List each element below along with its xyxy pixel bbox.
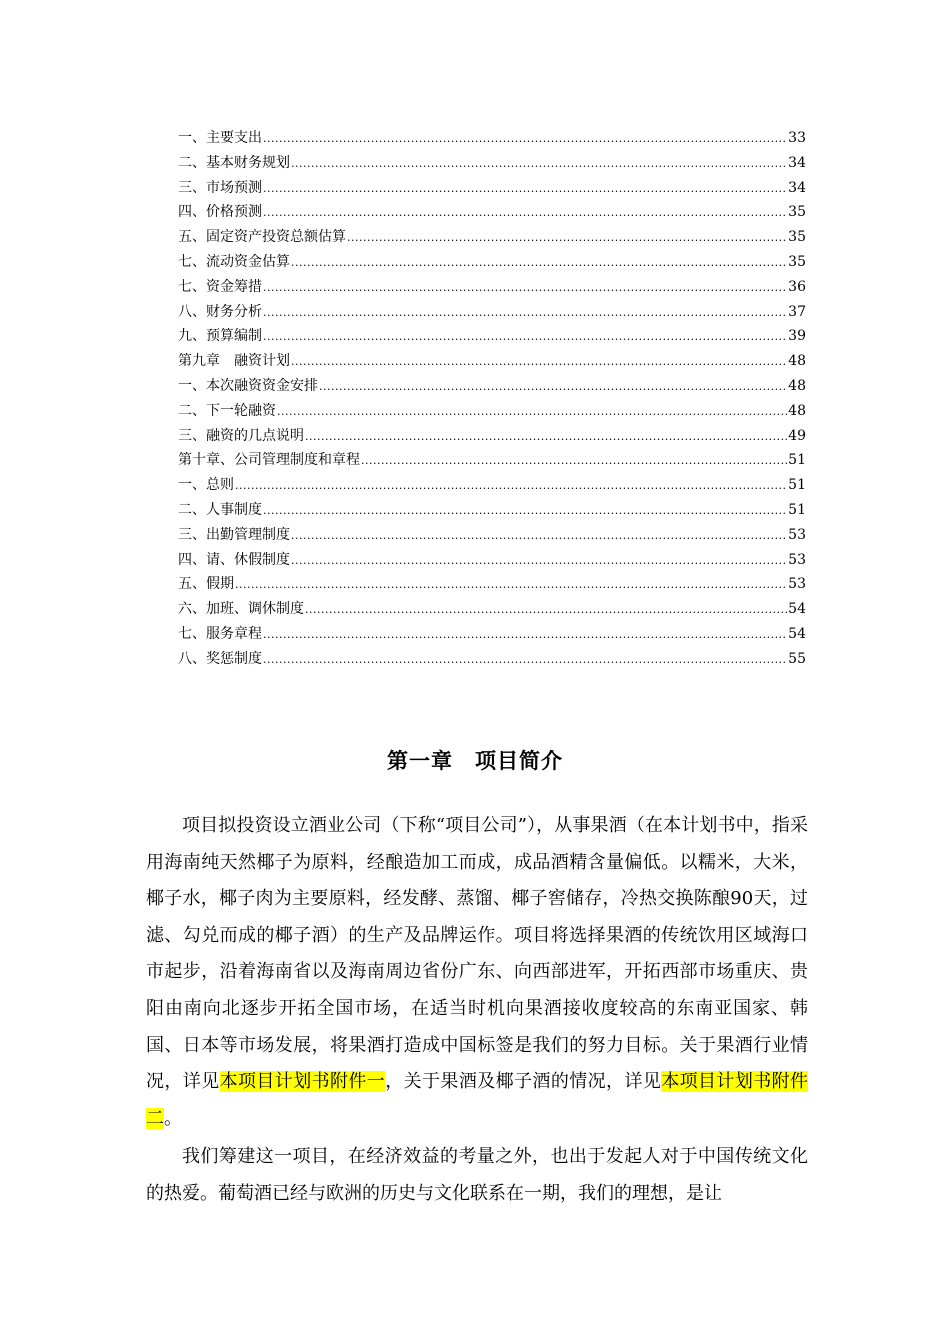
toc-leader-dots [263,177,787,202]
toc-leader-dots [319,375,787,400]
toc-entry-page: 53 [788,526,806,543]
paragraph-intro [146,808,808,1137]
toc-entry-title: 四、请、休假制度 [178,551,290,568]
toc-leader-dots [263,301,787,326]
toc-entry[interactable] [178,225,806,250]
highlighted-reference-appendix-two[interactable]: 本项目计划书附件二 [146,1071,809,1129]
paragraph-text: ，关于果酒及椰子酒的情况，详见 [385,1071,662,1093]
toc-leader-dots [235,474,787,499]
toc-entry-page: 34 [788,154,806,171]
toc-entry-title: 一、主要支出 [178,130,262,146]
toc-entry-page: 39 [788,328,806,345]
toc-entry-page: 35 [788,253,806,270]
toc-entry[interactable] [178,151,806,176]
toc-entry[interactable] [178,399,806,424]
toc-entry-title: 六、加班、调休制度 [178,601,304,618]
paragraph-text: 项目拟投资设立酒业公司（下称“项目公司”），从事果酒（在本计划书中，指采用海南纯天然椰子为原料，经酿造加工而成，成品酒精含量偏低。以糯米，大米，椰子水，椰子肉为主要原料，经发酵、蒸馏、椰子窖储存，冷热交换陈酿90天，过滤、勾兑而成的椰子酒）的生产及品牌运作。项目将选择果酒的传统饮用区域海口市起步，沿着海南省以及海南周边省份广东、向西部进军，开拓西部市场重庆、贵阳由南向北逐步开拓全国市场，在适当时机向果酒接收度较高的东南亚国家、韩国、日本等市场发展，将果酒打造成中国标签是我们的努力目标。关于果酒行业情况，详见 [146,815,808,1093]
table-of-contents [178,126,806,672]
toc-entry[interactable] [178,647,806,672]
toc-entry-page: 33 [788,130,806,146]
toc-leader-dots [305,598,787,623]
toc-entry-title: 三、融资的几点说明 [178,427,304,444]
highlighted-reference-appendix-one[interactable]: 本项目计划书附件一 [219,1071,386,1093]
toc-entry[interactable] [178,523,806,548]
toc-entry-page: 36 [788,278,806,295]
toc-entry[interactable] [178,374,806,399]
toc-entry-title: 八、财务分析 [178,303,262,320]
toc-entry-title: 七、流动资金估算 [178,253,290,270]
toc-leader-dots [235,573,787,598]
toc-leader-dots [263,499,787,524]
toc-entry-page: 53 [788,551,806,568]
paragraph-motivation: 我们筹建这一项目，在经济效益的考量之外，也出于发起人对于中国传统文化的热爱。葡萄酒已经与欧洲的历史与文化联系在一期，我们的理想，是让 [146,1146,808,1204]
toc-entry[interactable] [178,424,806,449]
toc-entry-title: 第十章、公司管理制度和章程 [178,452,360,469]
toc-entry-title: 三、出勤管理制度 [178,526,290,543]
toc-leader-dots [263,127,787,152]
toc-leader-dots [291,251,787,276]
toc-entry-title: 三、市场预测 [178,179,262,196]
body-text [146,808,808,1215]
toc-entry-page: 55 [788,650,806,667]
toc-entry[interactable] [178,597,806,622]
toc-entry-page: 54 [788,601,806,618]
toc-entry-title: 一、本次融资资金安排 [178,377,318,394]
toc-entry[interactable] [178,275,806,300]
toc-leader-dots [263,276,787,301]
toc-entry-page: 54 [788,625,806,642]
toc-leader-dots [291,524,787,549]
toc-leader-dots [263,201,787,226]
paragraph-text: 。 [164,1107,182,1129]
toc-entry[interactable] [178,448,806,473]
toc-entry[interactable] [178,300,806,325]
toc-leader-dots [305,425,787,450]
toc-entry-title: 第九章 融资计划 [178,353,290,370]
toc-entry-title: 二、人事制度 [178,501,262,518]
toc-entry-page: 49 [788,427,806,444]
toc-entry[interactable] [178,572,806,597]
toc-leader-dots [291,549,787,574]
toc-leader-dots [291,350,787,375]
toc-entry[interactable] [178,498,806,523]
toc-entry[interactable] [178,349,806,374]
toc-entry-title: 二、基本财务规划 [178,154,290,171]
toc-entry-page: 48 [788,353,806,370]
toc-entry-title: 一、总则 [178,477,234,494]
toc-entry[interactable] [178,548,806,573]
toc-entry-page: 37 [788,303,806,320]
toc-entry-title: 四、价格预测 [178,204,262,221]
toc-entry-title: 七、资金筹措 [178,278,262,295]
toc-entry[interactable] [178,176,806,201]
toc-entry-page: 51 [788,501,806,518]
toc-entry-page: 51 [788,452,806,469]
toc-entry-title: 八、奖惩制度 [178,650,262,667]
toc-entry-page: 35 [788,204,806,221]
toc-entry-title: 五、假期 [178,576,234,593]
toc-entry[interactable] [178,200,806,225]
chapter-heading: 第一章 项目简介 [387,749,563,773]
toc-entry-page: 34 [788,179,806,196]
toc-leader-dots [263,325,787,350]
toc-entry-title: 五、固定资产投资总额估算 [178,229,346,246]
toc-entry[interactable] [178,324,806,349]
toc-entry[interactable] [178,622,806,647]
toc-entry-title: 九、预算编制 [178,328,262,345]
toc-entry-page: 51 [788,477,806,494]
toc-entry-page: 35 [788,229,806,246]
toc-entry[interactable] [178,126,806,151]
toc-entry[interactable] [178,473,806,498]
toc-leader-dots [263,623,787,648]
toc-entry-title: 七、服务章程 [178,625,262,642]
toc-leader-dots [291,152,787,177]
toc-leader-dots [347,226,787,251]
toc-leader-dots [361,449,787,474]
toc-entry-page: 48 [788,377,806,394]
toc-entry[interactable] [178,250,806,275]
toc-entry-page: 48 [788,402,806,419]
toc-entry-title: 二、下一轮融资 [178,402,276,419]
toc-entry-page: 53 [788,576,806,593]
toc-leader-dots [277,400,787,425]
toc-leader-dots [263,648,787,673]
